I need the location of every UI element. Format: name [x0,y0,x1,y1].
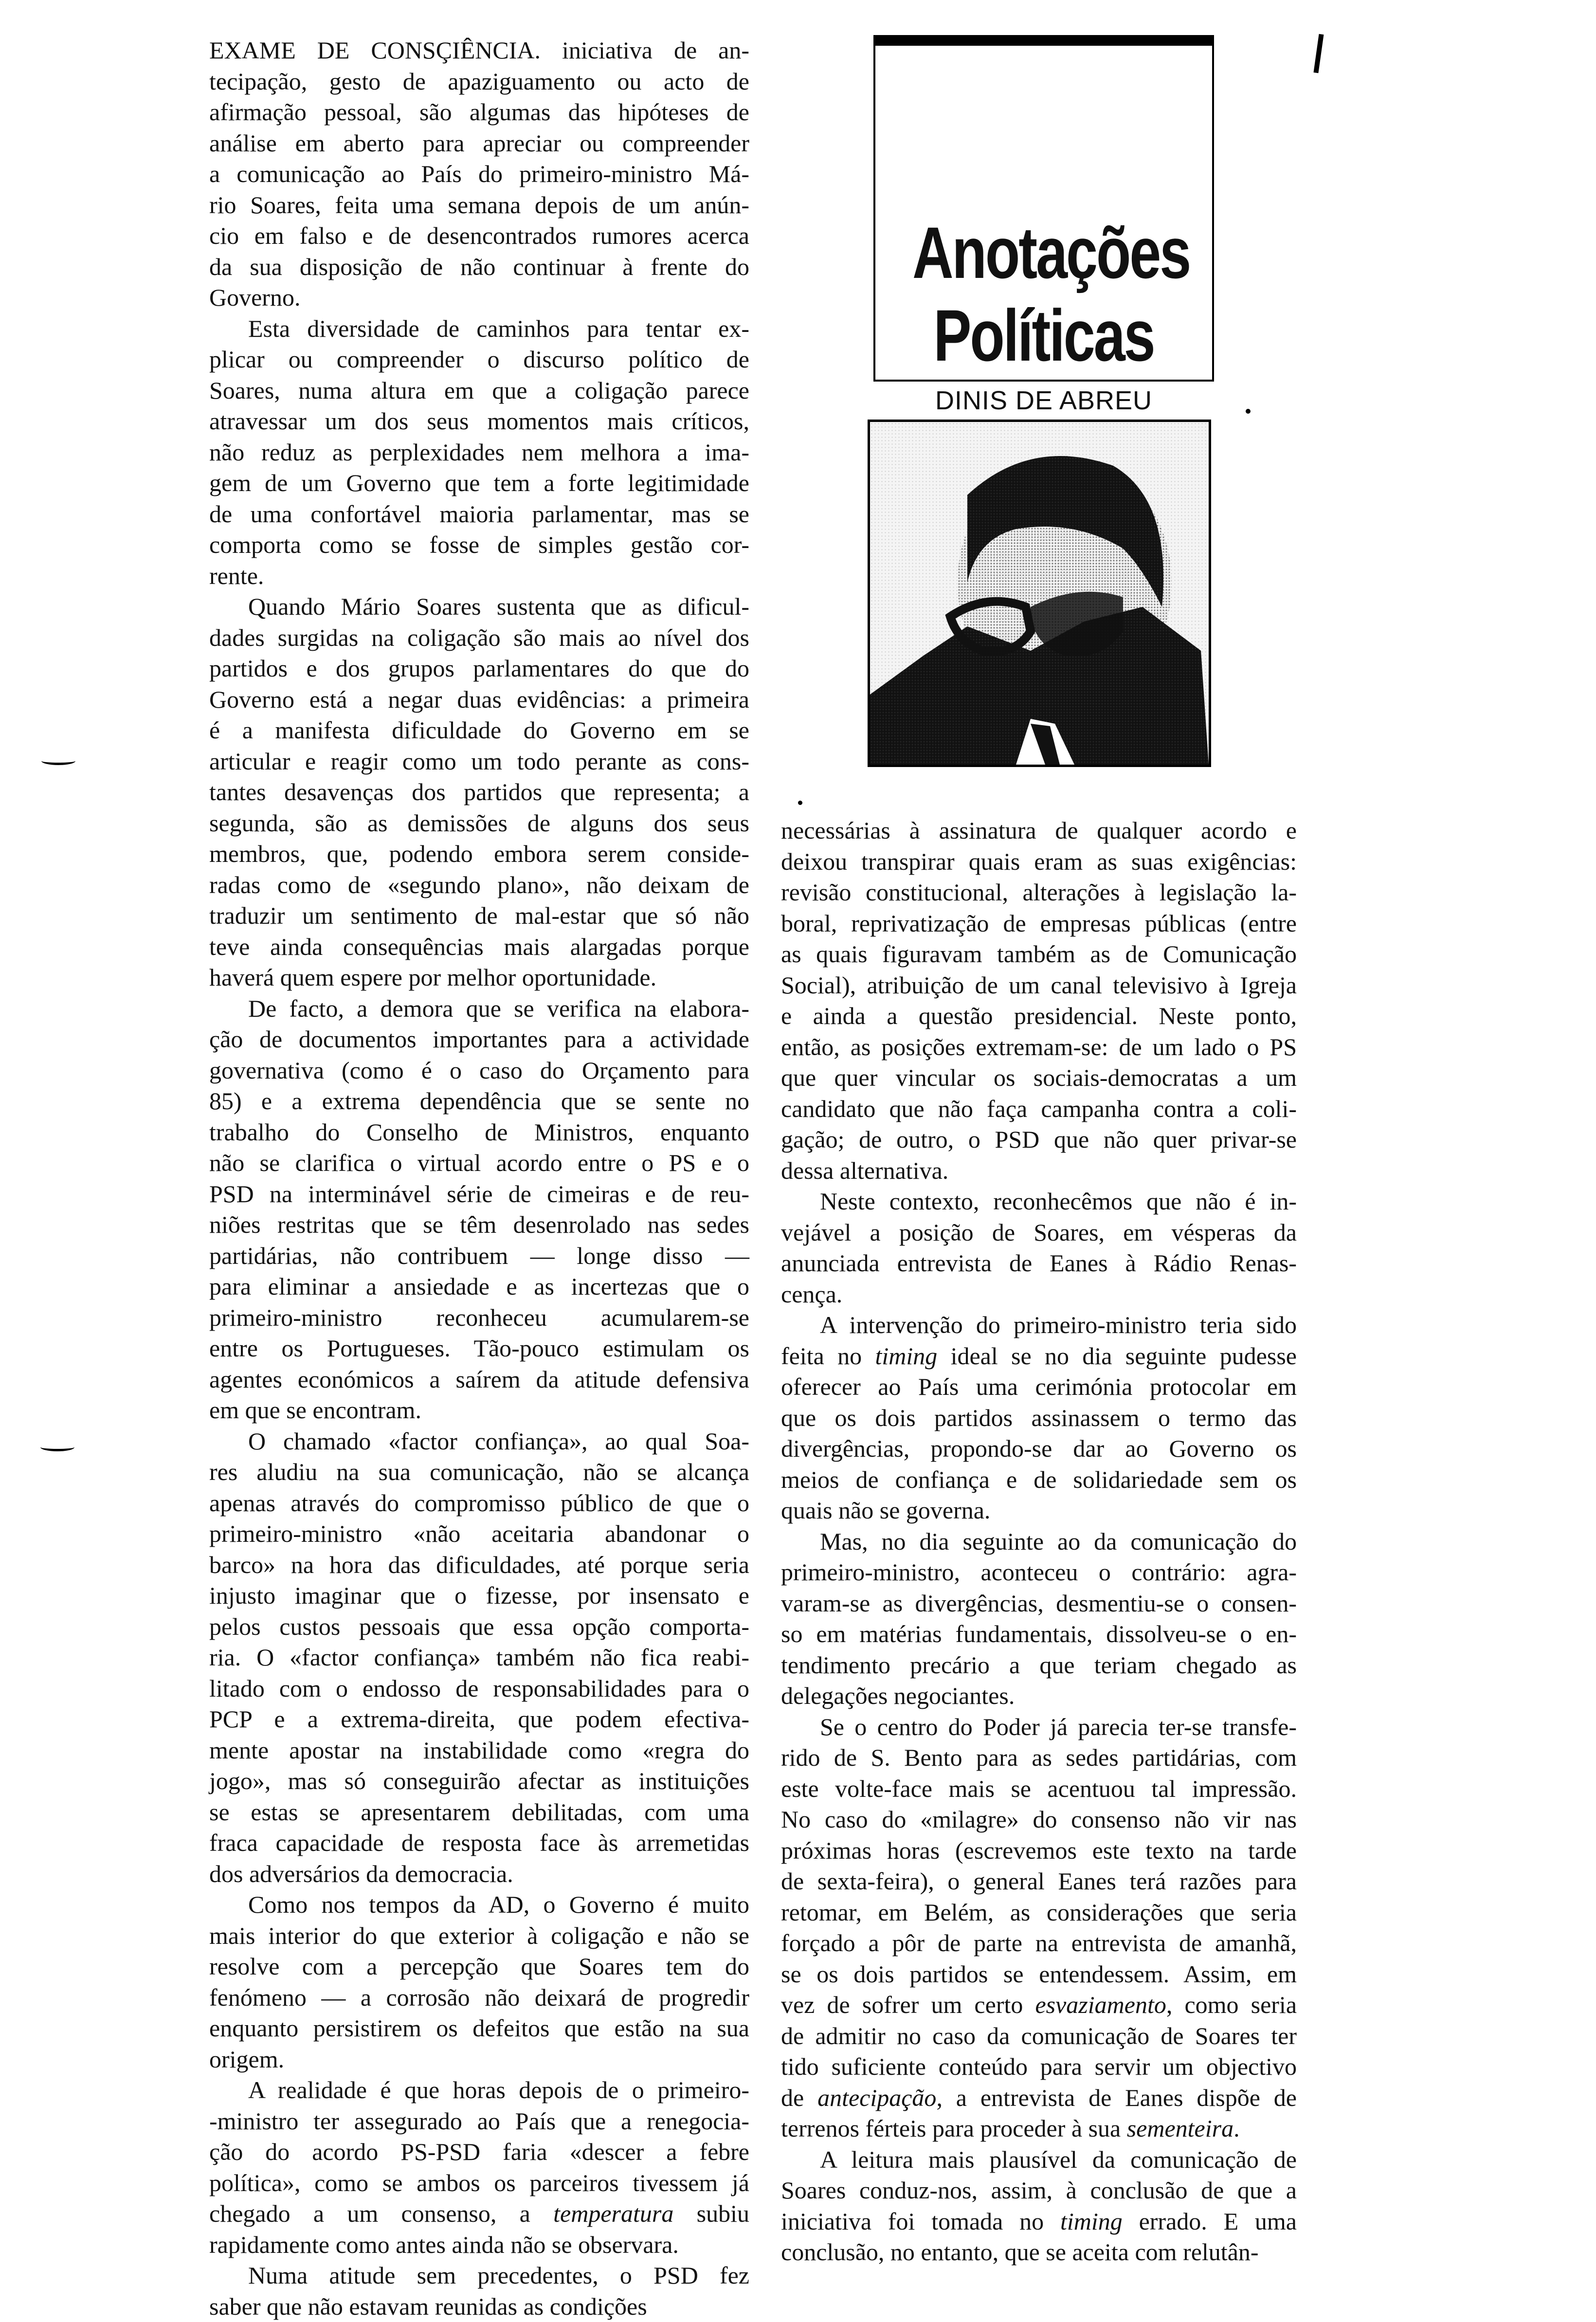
text-line: meios de confiança e de solidariedade sem os [781,1464,1297,1496]
text-line: traduzir um sentimento de mal-estar que só não [209,900,749,932]
text-line: dades surgidas na coligação são mais ao nível dos [209,622,749,654]
text-line: saber que não estavam reunidas as condições [209,2291,749,2322]
text-line: mais interior do que exterior à coligação e não se [209,1920,749,1952]
text-line: segunda, são as demissões de alguns dos seus [209,808,749,839]
author-byline: DINIS DE ABREU [873,385,1214,416]
text-line: A leitura mais plausível da comunicação de [781,2144,1297,2176]
column-title-box [873,35,1214,382]
text-line: rapidamente como antes ainda não se observara. [209,2230,749,2261]
text-line: da sua disposição de não continuar à frente do [209,252,749,283]
text-line: revisão constitucional, alterações à legislação la- [781,877,1297,908]
article-paragraph [209,591,749,993]
text-line: ria. O «factor confiança» também não fica reabi- [209,1642,749,1673]
article-left-column [209,35,749,2322]
text-line: barco» na hora das dificuldades, até porque seria [209,1550,749,1581]
text-line: para eliminar a ansiedade e as incertezas que o [209,1271,749,1302]
text-line: fenómeno — a corrosão não deixará de progredir [209,1982,749,2013]
text-line: primeiro-ministro reconheceu acumularem-se [209,1302,749,1334]
text-line: é a manifesta dificuldade do Governo em se [209,715,749,746]
text-line: pelos custos pessoais que essa opção comporta- [209,1611,749,1643]
text-line: de sexta-feira), o general Eanes terá razões para [781,1866,1297,1897]
text-line: Mas, no dia seguinte ao da comunicação do [781,1526,1297,1557]
text-line: gem de um Governo que tem a forte legitimidade [209,468,749,499]
portrait-photo-icon [870,422,1209,765]
text-line: não reduz as perplexidades nem melhora a ima- [209,437,749,468]
text-line: ção do acordo PS-PSD faria «descer a febre [209,2137,749,2168]
text-line: se estas se apresentarem debilitadas, com uma [209,1797,749,1828]
article-paragraph [781,1186,1297,1310]
text-line: injusto imaginar que o fizesse, por insensato e [209,1580,749,1611]
text-line: entre os Portugueses. Tão-pouco estimulam os [209,1333,749,1364]
text-line: A realidade é que horas depois de o primeiro- [209,2075,749,2106]
text-line: niões restritas que se têm desenrolado nas sedes [209,1209,749,1241]
text-line: res aludiu na sua comunicação, não se alcança [209,1457,749,1488]
text-line: Neste contexto, reconhecêmos que não é in- [781,1186,1297,1217]
text-line: anunciada entrevista de Eanes à Rádio Renas- [781,1248,1297,1279]
article-paragraph [209,2260,749,2322]
text-line: radas como de «segundo plano», não deixam de [209,870,749,901]
text-line: Numa atitude sem precedentes, o PSD fez [209,2260,749,2291]
text-line: rio Soares, feita uma semana depois de um anún- [209,190,749,221]
text-line: ção de documentos importantes para a actividade [209,1024,749,1055]
text-line: de admitir no caso da comunicação de Soares ter [781,2021,1297,2052]
text-line: partidos e dos grupos parlamentares do que do [209,653,749,684]
text-line: de antecipação, a entrevista de Eanes dispõe de [781,2083,1297,2114]
text-line: vejável a posição de Soares, em vésperas da [781,1217,1297,1248]
text-line: deixou transpirar quais eram as suas exigências: [781,846,1297,878]
margin-arc-mark [40,1443,74,1451]
text-line: Quando Mário Soares sustenta que as dificul- [209,591,749,622]
text-line: chegado a um consenso, a temperatura subiu [209,2198,749,2230]
text-line: Soares, numa altura em que a coligação parece [209,375,749,406]
text-line: De facto, a demora que se verifica na elabora- [209,993,749,1024]
text-line: membros, que, podendo embora serem conside- [209,839,749,870]
article-right-column [781,815,1297,2268]
text-line: as quais figuravam também as de Comunicação [781,939,1297,970]
text-line: Governo. [209,282,749,313]
text-line: conclusão, no entanto, que se aceita com relutân- [781,2237,1297,2268]
text-line: dos adversários da democracia. [209,1859,749,1890]
article-paragraph [781,1712,1297,2144]
text-line: quais não se governa. [781,1495,1297,1526]
text-line: plicar ou compreender o discurso político de [209,344,749,375]
text-line: O chamado «factor confiança», ao qual Soa- [209,1426,749,1457]
article-paragraph [209,313,749,592]
text-line: tendimento precário a que teriam chegado as [781,1650,1297,1681]
text-line: Social), atribuição de um canal televisivo à Igreja [781,970,1297,1001]
column-title-line1: Anotações [912,211,1175,294]
text-line: tantes desavenças dos partidos que representa; a [209,777,749,808]
text-line: terrenos férteis para proceder à sua sementeira. [781,2113,1297,2144]
text-line: necessárias à assinatura de qualquer acordo e [781,815,1297,846]
article-paragraph [209,993,749,1426]
text-line: a comunicação ao País do primeiro-ministro Má- [209,159,749,190]
bullet-dot [798,801,802,805]
article-paragraph [781,815,1297,1186]
top-right-slash-mark [1313,34,1324,73]
text-line: divergências, propondo-se dar ao Governo os [781,1433,1297,1464]
text-line: feita no timing ideal se no dia seguinte pudesse [781,1341,1297,1372]
text-line: fraca capacidade de resposta face às arremetidas [209,1828,749,1859]
article-paragraph [209,2075,749,2260]
article-paragraph [209,1889,749,2075]
text-line: que os dois partidos assinassem o termo das [781,1403,1297,1434]
text-line: de uma confortável maioria parlamentar, mas se [209,499,749,530]
text-line: em que se encontram. [209,1395,749,1426]
margin-arc-mark [41,757,75,765]
text-line: origem. [209,2044,749,2075]
text-line: não se clarifica o virtual acordo entre o PS e o [209,1148,749,1179]
text-line: Governo está a negar duas evidências: a primeira [209,684,749,715]
text-line: forçado a pôr de parte na entrevista de amanhã, [781,1928,1297,1959]
text-line: governativa (como é o caso do Orçamento para [209,1055,749,1086]
article-paragraph [781,1526,1297,1712]
bullet-dot [1246,409,1251,414]
text-line: dessa alternativa. [781,1155,1297,1187]
text-line: Esta diversidade de caminhos para tentar ex- [209,313,749,345]
text-line: e ainda a questão presidencial. Neste ponto, [781,1001,1297,1032]
text-line: se os dois partidos se entendessem. Assim, em [781,1959,1297,1990]
text-line: A intervenção do primeiro-ministro teria sido [781,1310,1297,1341]
text-line: varam-se as divergências, desmentiu-se o consen- [781,1588,1297,1619]
author-portrait [868,420,1211,767]
text-line: retomar, em Belém, as considerações que seria [781,1897,1297,1928]
text-line: apenas através do compromisso público de que o [209,1488,749,1519]
text-line: tecipação, gesto de apaziguamento ou acto de [209,66,749,97]
text-line: resolve com a percepção que Soares tem do [209,1951,749,1982]
text-line: delegações negociantes. [781,1681,1297,1712]
text-line: enquanto persistirem os defeitos que estão na sua [209,2013,749,2044]
text-line: No caso do «milagre» do consenso não vir nas [781,1804,1297,1835]
text-line: primeiro-ministro «não aceitaria abandonar o [209,1518,749,1550]
article-paragraph [209,1426,749,1890]
text-line: iniciativa foi tomada no timing errado. E uma [781,2206,1297,2237]
text-line: mente apostar na instabilidade como «regra do [209,1735,749,1766]
text-line: boral, reprivatização de empresas públicas (entre [781,908,1297,939]
text-line: PCP e a extrema-direita, que podem efectiva- [209,1704,749,1735]
text-line: que quer vincular os sociais-democratas a um [781,1062,1297,1094]
text-line: jogo», mas só conseguirão afectar as instituições [209,1766,749,1797]
text-line: próximas horas (escrevemos este texto na tarde [781,1835,1297,1866]
text-line: análise em aberto para apreciar ou compreender [209,128,749,159]
text-line: 85) e a extrema dependência que se sente no [209,1086,749,1117]
text-line: cença. [781,1279,1297,1310]
text-line: teve ainda consequências mais alargadas porque [209,932,749,963]
column-title [912,211,1175,377]
text-line: afirmação pessoal, são algumas das hipóteses de [209,97,749,128]
text-line: agentes económicos a saírem da atitude defensiva [209,1364,749,1395]
text-line: so em matérias fundamentais, dissolveu-se o en- [781,1619,1297,1650]
text-line: EXAME DE CONSÇIÊNCIA. iniciativa de an- [209,35,749,66]
text-line: haverá quem espere por melhor oportunidade. [209,962,749,993]
article-paragraph [209,35,749,313]
article-paragraph [781,2144,1297,2268]
text-line: candidato que não faça campanha contra a coli- [781,1094,1297,1125]
text-line: trabalho do Conselho de Ministros, enquanto [209,1117,749,1148]
text-line: Como nos tempos da AD, o Governo é muito [209,1889,749,1920]
text-line: oferecer ao País uma cerimónia protocolar em [781,1371,1297,1403]
text-line: comporta como se fosse de simples gestão cor- [209,530,749,561]
text-line: Soares conduz-nos, assim, à conclusão de que a [781,2175,1297,2206]
text-line: Se o centro do Poder já parecia ter-se transfe- [781,1712,1297,1743]
text-line: rido de S. Bento para as sedes partidárias, com [781,1742,1297,1773]
text-line: gação; de outro, o PSD que não quer privar-se [781,1124,1297,1155]
text-line: tido suficiente conteúdo para servir um objectivo [781,2051,1297,2083]
text-line: litado com o endosso de responsabilidades para o [209,1673,749,1704]
text-line: primeiro-ministro, aconteceu o contrário: agra- [781,1557,1297,1588]
text-line: -ministro ter assegurado ao País que a renegocia- [209,2106,749,2137]
text-line: atravessar um dos seus momentos mais críticos, [209,406,749,437]
text-line: este volte-face mais se acentuou tal impressão. [781,1773,1297,1805]
column-title-line2: Políticas [912,294,1175,377]
text-line: rente. [209,561,749,592]
text-line: política», como se ambos os parceiros tivessem já [209,2168,749,2199]
text-line: vez de sofrer um certo esvaziamento, como seria [781,1990,1297,2021]
text-line: PSD na interminável série de cimeiras e de reu- [209,1179,749,1210]
article-paragraph [781,1310,1297,1526]
text-line: cio em falso e de desencontrados rumores acerca [209,220,749,252]
text-line: articular e reagir como um todo perante as cons- [209,746,749,777]
text-line: então, as posições extremam-se: de um lado o PS [781,1032,1297,1063]
text-line: partidárias, não contribuem — longe disso — [209,1241,749,1272]
